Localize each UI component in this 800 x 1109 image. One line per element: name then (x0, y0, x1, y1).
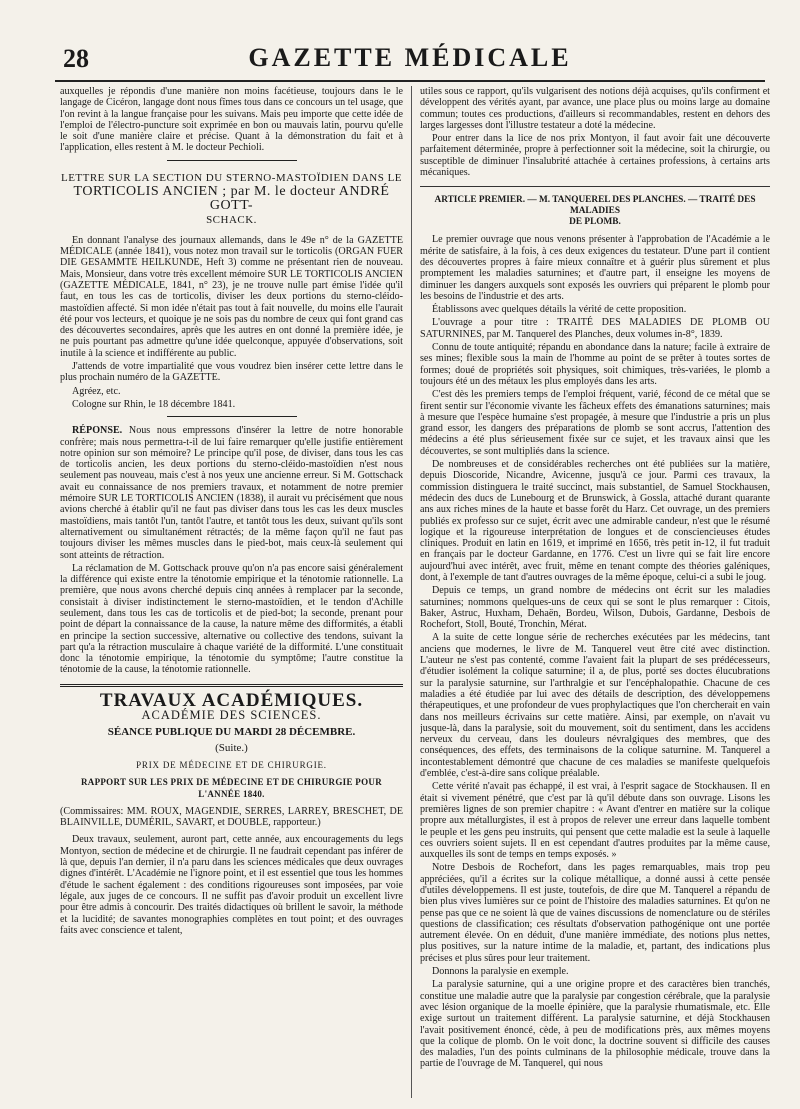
section-title: TRAVAUX ACADÉMIQUES. (99, 689, 364, 711)
right-paragraph: Pour entrer dans la lice de nos prix Montyon, il faut avoir fait une découverte parfaitement déterminée, propre à perfectionner soit la médecine, soit la chirurgie, ou susceptible de diminuer l'insalubrité attachée à certaines professions, à certains arts mécaniques. (420, 133, 770, 179)
right-paragraph: C'est dès les premiers temps de l'emploi fréquent, varié, fécond de ce métal que se firent sentir sur l'économie vivante les fâcheux effets des émanations saturnines; mais à mesure que l'espèce humaine s'est propagée, à mesure que l'industrie a pris un plus grand essor, les dangers des préparations de plomb se sont accrus, l'attention des médecins a été plus sérieusement fixée sur ce sujet, et les travaux ainsi que les découvertes, se sont multipliés dans la science. (420, 389, 770, 457)
seance-heading: SÉANCE PUBLIQUE DU MARDI 28 DÉCEMBRE. (107, 726, 356, 739)
right-paragraph: De nombreuses et de considérables recherches ont été publiées sur la matière, depuis Dioscoride, Nicandre, Avicenne, jusqu'à ce jour. Parmi ces travaux, la commission distinguera le traité succinct, mais substantiel, de Samuel Stockhausen, médecin des ducs de Lunebourg et de Brunswick, à Gossla, attaché durant quarante ans aux riches mines de la haute et basse forêt du Harz. Cet ouvrage, un des premiers publiés ex professo sur ce sujet, écrit avec une admirable candeur, n'est que le résumé logique et la rigoureuse interprétation de longues et de consciencieuses études cliniques. Produit en latin en 1619, et imprimé en 1656, très petit in-12, il fut traduit en français par le docteur Gardanne, en 1776. C'est un livre qui se fait lire encore aujourd'hui avec intérêt, avec fruit, même en tenant compte des théories galéniques, dont, à l'exemple de tant d'autres ouvrages de la même époque, celui-ci a subi le joug. (420, 459, 770, 583)
right-paragraph: Le premier ouvrage que nous venons présenter à l'approbation de l'Académie a le mérite de satisfaire, à la fois, à ces deux exigences du testateur. D'une part il contient des découvertes propres à faire mieux connaître et à guérir plus sûrement et plus promptement les maladies saturnines; et d'autre part, il enseigne les moyens de diminuer les dangers auxquels sont exposés les ouvriers qui préparent le plomb pour les besoins de l'industrie et des arts. (420, 234, 770, 302)
right-paragraph: Établissons avec quelques détails la vérité de cette proposition. (432, 304, 687, 316)
header-rule (55, 80, 765, 82)
article-title (420, 195, 770, 228)
reponse-text: Nous nous empressons d'insérer la lettre de notre honorable confrère; mais nous permettra-t-il de lui faire remarquer qu'elle justifie entièrement notre opinion sur son mémoire? Le principe qu'il pose, de diviser, dans tous les cas de torticolis ancien, les deux portions du sterno-cléido-mastoïdien n'est nous seulement pas nouveau, mais c'est à nos yeux une ancienne erreur. Si M. Gottschack avait eu connaissance de nos premiers travaux, et notamment de notre premier mémoire SUR LE TORTICOLIS ANCIEN (1838), il aurait vu précisément que nous avions cherché à établir qu'il ne faut pas diviser dans tous les cas les deux muscles mastoïdiens, mais tantôt l'un, tantôt l'autre, et tantôt tous les deux, suivant qu'ils sont alternativement ou simultanément rétractés; de la même façon qu'il ne faut pas toujours diviser les mêmes muscles dans le pied-bot, mais ceux-là seulement qui sont atteints de rétraction. (60, 425, 403, 561)
article-rule (420, 186, 770, 187)
right-paragraph: Donnons la paralysie en exemple. (432, 966, 569, 978)
article-title-line-2: DE PLOMB. (569, 217, 621, 228)
letter-title-line-1: LETTRE SUR LA SECTION DU STERNO-MASTOÏDIEN DANS LE (60, 171, 403, 184)
right-paragraph: L'ouvrage a pour titre : TRAITÉ DES MALADIES DE PLOMB OU SATURNINES, par M. Tanquerel des Planches, deux volumes in-8°, 1839. (420, 317, 770, 340)
right-paragraph: Notre Desbois de Rochefort, dans les pages remarquables, mais trop peu appréciées, qu'il a écrites sur la colique métallique, a donné aussi à cette pensée d'utiles développemens. Il est juste, toutefois, de dire que M. Tanquerel a répandu de bien plus vives lumières sur ce point de l'histoire des maladies saturnines. Et qu'on ne pense pas que ce ne soient là que de vaines discussions de nomenclature ou de stériles questions de classification; ces résultats d'observation pathogénique ont une portée autrement élevée. On en déduit, d'une manière immédiate, des notions plus nettes, plus positives, sur la nature intime de la maladie, et, partant, des indications plus précises et plus sûres pour leur traitement. (420, 862, 770, 964)
letter-title-line-3: SCHACK. (206, 213, 257, 226)
letter-agreez: Agréez, etc. (72, 385, 121, 397)
right-paragraph: A la suite de cette longue série de recherches exécutées par les médecins, tant anciens que modernes, le livre de M. Tanquerel veut être cité avec distinction. L'auteur ne s'est pas contenté, comme l'avaient fait la plupart de ses prédécesseurs, d'étudier isolément la colique saturnine; il a, de plus, porté ses doctes élucubrations sur la paralysie saturnine, sur l'arthralgie et sur l'encéphalopathie. Chacune de ces maladies a été étudiée par lui avec des détails de description, des développemens thérapeutiques, et une profondeur de vues prophylactiques que l'on chercherait en vain dans nos meilleurs écrivains sur cette matière. Ainsi, par exemple, on n'avait vu jusque-là, dans la paralysie, soit du mouvement, soit du sentiment, dans les accidens nerveux du cerveau, dans les douleurs névralgiques des membres, que des conséquences, des effets, des terminaisons de la colique saturnine. M. Tanquerel a incontestablement démontré que chacune de ces maladies se manifeste quelquefois d'emblée, c'est-à-dire sans colique préalable. (420, 632, 770, 780)
short-divider (167, 416, 297, 417)
page-number: 28 (63, 44, 89, 73)
page-header (55, 40, 765, 80)
right-opening-paragraph: utiles sous ce rapport, qu'ils vulgarisent des notions déjà acquises, qu'ils confirment et développent des vérités ayant, par avance, une place plus ou moins large au domaine commun; toutes ces productions, d'ailleurs si recommandables, restent en dehors des larges largesses dont l'illustre testateur a doté la médecine. (420, 86, 770, 131)
article-title-line-1: ARTICLE PREMIER. — M. TANQUEREL DES PLANCHES. — TRAITÉ DES MALADIES (434, 195, 756, 217)
letter-paragraph: En donnant l'analyse des journaux allemands, dans le 49e n° de la GAZETTE MÉDICALE (année 1841), vous notez mon travail sur le torticolis (ORGAN FUER DIE GESAMMTE HEILKUNDE, Heft 3) comme ne présentant rien de nouveau. Mais, Monsieur, dans votre très excellent mémoire SUR LE TORTICOLIS ANCIEN (GAZETTE MÉDICALE, 1841, n° 23), je ne trouve nulle part émise l'idée qu'il faut, en tous les cas de torticolis, diviser les deux portions du sterno-cléido-mastoïdien affecté. Si mon idée n'était pas tout à fait nouvelle, du moins elle l'aurait été pour vos lecteurs, et quoique je ne sois pas du nombre de ceux qui font grand cas des découvertes secondaires, après que les autres en ont donné la première idée, je ne puis pourtant pas admettre qu'une idée quelconque, appuyée d'observations, soit inutile à la science et indifférente au public. (60, 234, 403, 359)
right-paragraph: Connu de toute antiquité; répandu en abondance dans la nature; facile à extraire de ses mines; flexible sous la main de l'homme au point de se prêter à toutes sortes de formes; doué de propriétés soit physiques, soit chimiques, très-variées, le plomb a toujours été un des métaux les plus employés dans les arts. (420, 342, 770, 387)
reponse-label: RÉPONSE. (72, 425, 123, 437)
reponse-paragraph (60, 425, 403, 561)
right-paragraph: La paralysie saturnine, qui a une origine propre et des caractères bien tranchés, constitue une maladie autre que la paralysie par congestion cérébrale, que la paralysie avec lésion organique de la moelle épinière, que la paralysie rhumatismale, etc. Elle exige surtout un traitement différent. La paralysie saturnine, et déjà Stockhausen l'avait positivement énoncé, cède, à peu de modifications près, aux mêmes moyens que la colique de plomb. On le voit donc, la doctrine souvent si difficile des causes des maladies, l'un des points culminans de la philosophie médicale, trouve dans la partie de l'ouvrage de M. Tanquerel, qui nous (420, 979, 770, 1070)
left-opening-paragraph: auxquelles je répondis d'une manière non moins facétieuse, toujours dans le le langage de Cicéron, langage dont nous fîmes tous dans ce concours un tel usage, que l'on revint à la langue française pour les suivans. Mais peu importe que cette idée de l'emploi de l'électro-puncture soit exprimée en bon ou mauvais latin, pourvu qu'elle le soit d'une manière claire et précise. Quant à la démonstration du fait et à l'application, elles restent à M. le docteur Pechioli. (60, 86, 403, 154)
right-paragraph: Depuis ce temps, un grand nombre de médecins ont écrit sur les maladies saturnines; nommons quelques-uns de ceux qui se sont le plus remarquer : Citois, Baker, Astruc, Huxham, Dehaën, Bordeu, Wilson, Dubois, Gardanne, Desbois de Rochefort, Stoll, Bouté, Tronchin, Mérat. (420, 585, 770, 631)
section-divider (60, 684, 403, 689)
reponse-paragraph: La réclamation de M. Gottschack prouve qu'on n'a pas encore saisi généralement la différence qui existe entre la ténotomie empirique et la ténotomie rationnelle. La première, que nous avons cherché depuis cinq années à remplacer par la seconde, consistait à diviser indistinctement le sterno-mastoïdien, et le tendon d'Achille seulement, dans tous les cas de torticolis et de pied-bot; la seconde, prenant pour point de départ la connaissance de la cause, la nature même des difformités, a établi en principe la section successive, alternative ou collective des tendons, suivant la part qu'a la rétraction musculaire à chaque variété de la difformité. L'une constituait donc la ténotomie empirique, la ténotomie du symptôme; l'autre constitue la ténotomie de la cause, la ténotomie rationnelle. (60, 562, 403, 676)
suite-label: (Suite.) (215, 741, 248, 754)
section-subtitle: ACADÉMIE DES SCIENCES. (141, 708, 322, 723)
rapport-heading: RAPPORT SUR LES PRIX DE MÉDECINE ET DE CHIRURGIE POUR L'ANNÉE 1840. (80, 777, 383, 799)
journal-title: GAZETTE MÉDICALE (248, 43, 572, 72)
right-column (420, 86, 770, 1098)
rapport-paragraph: Deux travaux, seulement, auront part, cette année, aux encouragements du legs Montyon, section de médecine et de chirurgie. Il ne faudrait cependant pas inférer de là que, depuis l'an dernier, il n'a paru dans les sciences médicales que deux ouvrages dignes d'intérêt. L'Académie ne l'ignore point, et il est essentiel que tous les hommes d'étude le sachent également : des conditions rigoureuses sont imposées, par voie légale, aux juges de ce concours. Il ne suffit pas d'avoir produit un excellent livre pour être admis à concourir. Des traités didactiques où brillent le savoir, la méthode et la lucidité; de savantes monographies complètes en tout point; et des ouvrages faits avec conscience et talent, (60, 834, 403, 936)
letter-paragraph: J'attends de votre impartialité que vous voudrez bien insérer cette lettre dans le plus prochain numéro de la GAZETTE. (60, 361, 403, 384)
commissaires-list: (Commissaires: MM. ROUX, MAGENDIE, SERRES, LARREY, BRESCHET, DE BLAINVILLE, DUMÉRIL, SAVART, et DOUBLE, rapporteur.) (60, 805, 403, 829)
prix-heading: PRIX DE MÉDECINE ET DE CHIRURGIE. (136, 759, 327, 770)
column-divider (411, 86, 412, 1098)
letter-title (60, 171, 403, 227)
right-paragraph: Cette vérité n'avait pas échappé, il est vrai, à l'esprit sagace de Stockhausen. Il en était si vivement pénétré, que c'est par là qu'il débute dans son ouvrage. Lisons les premières lignes de son premier chapitre : « Avant d'entrer en matière sur la colique propre aux métallurgistes, il est à propos de relever une erreur dans laquelle tombent le peuple et les gens peu instruits, qui pensent que cette maladie est la seule à laquelle ces ouvriers soient sujets. Il en est cependant d'autres produites par la même cause, auxquelles ils sont de temps en temps exposés. » (420, 781, 770, 861)
letter-title-line-2: TORTICOLIS ANCIEN ; par M. le docteur ANDRÉ GOTT- (73, 183, 390, 213)
short-divider (167, 160, 297, 161)
letter-place-date: Cologne sur Rhin, le 18 décembre 1841. (72, 398, 236, 410)
left-column (60, 86, 403, 1098)
